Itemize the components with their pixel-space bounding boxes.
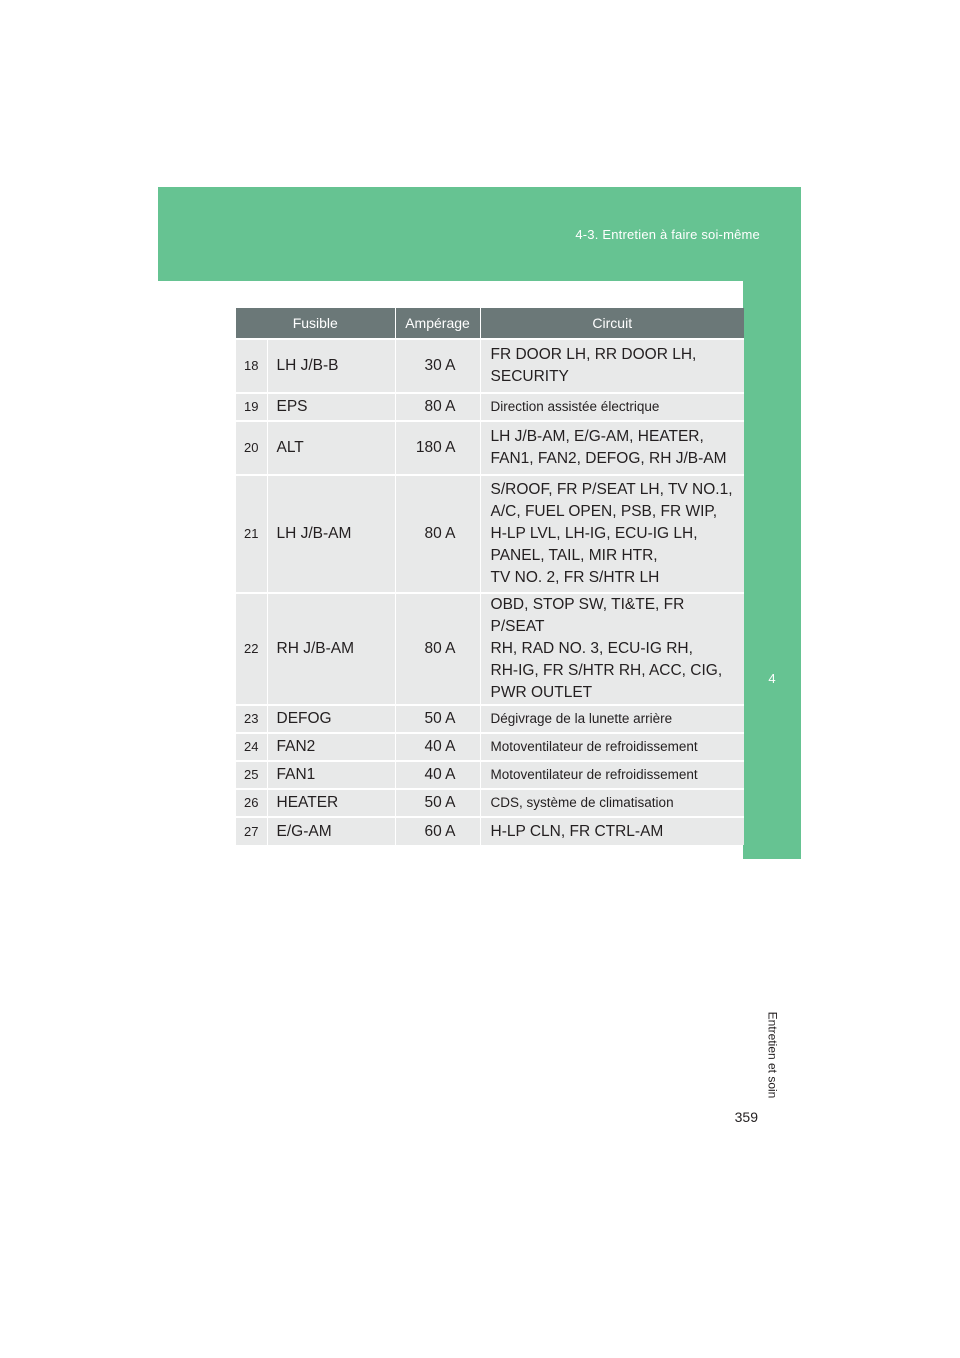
fuse-amperage: 80 A — [395, 475, 480, 593]
fuse-circuit — [480, 339, 744, 393]
table-row — [236, 733, 744, 761]
circuit-line: SECURITY — [490, 368, 569, 385]
fuse-number: 23 — [236, 705, 267, 733]
fuse-number: 19 — [236, 393, 267, 421]
table-header-row — [236, 308, 744, 339]
circuit-line: Motoventilateur de refroidissement — [490, 767, 698, 782]
fuse-number: 22 — [236, 593, 267, 705]
circuit-line: PWR OUTLET — [490, 684, 593, 701]
fuse-number: 18 — [236, 339, 267, 393]
fuse-circuit — [480, 761, 744, 789]
circuit-line: PANEL, TAIL, MIR HTR, — [490, 547, 658, 564]
page-number: 359 — [734, 1109, 758, 1125]
fuse-amperage: 40 A — [395, 733, 480, 761]
table-row — [236, 817, 744, 845]
fuse-circuit — [480, 733, 744, 761]
circuit-line: TV NO. 2, FR S/HTR LH — [490, 569, 660, 586]
circuit-line: S/ROOF, FR P/SEAT LH, TV NO.1, — [490, 481, 733, 498]
fuse-circuit — [480, 393, 744, 421]
fuse-number: 25 — [236, 761, 267, 789]
table-row — [236, 393, 744, 421]
fuse-circuit — [480, 593, 744, 705]
fuse-number: 21 — [236, 475, 267, 593]
fuse-name: HEATER — [267, 789, 395, 817]
fuse-amperage: 30 A — [395, 339, 480, 393]
column-header-circuit: Circuit — [480, 308, 744, 339]
circuit-line: Dégivrage de la lunette arrière — [490, 711, 673, 726]
table-row — [236, 475, 744, 593]
fuse-amperage: 50 A — [395, 789, 480, 817]
fuse-name: RH J/B-AM — [267, 593, 395, 705]
header-band — [158, 187, 801, 281]
fuse-name: FAN1 — [267, 761, 395, 789]
circuit-line: RH, RAD NO. 3, ECU-IG RH, — [490, 640, 693, 657]
circuit-line: CDS, système de climatisation — [490, 795, 674, 810]
fuse-number: 27 — [236, 817, 267, 845]
fuse-amperage: 80 A — [395, 593, 480, 705]
chapter-label: Entretien et soin — [765, 1011, 779, 1099]
chapter-label-wrapper — [743, 1003, 801, 1107]
fuse-table — [236, 308, 744, 845]
fuse-amperage: 40 A — [395, 761, 480, 789]
fuse-name: FAN2 — [267, 733, 395, 761]
fuse-name: E/G-AM — [267, 817, 395, 845]
circuit-line: A/C, FUEL OPEN, PSB, FR WIP, — [490, 503, 718, 520]
circuit-line: H-LP CLN, FR CTRL-AM — [490, 822, 664, 840]
table-row — [236, 421, 744, 475]
fuse-name: EPS — [267, 393, 395, 421]
fuse-circuit — [480, 817, 744, 845]
fuse-circuit — [480, 475, 744, 593]
fuse-number: 26 — [236, 789, 267, 817]
circuit-line: FAN1, FAN2, DEFOG, RH J/B-AM — [490, 450, 727, 467]
column-header-fuse: Fusible — [236, 308, 395, 339]
table-row — [236, 789, 744, 817]
fuse-name: LH J/B-AM — [267, 475, 395, 593]
circuit-line: OBD, STOP SW, TI&TE, FR P/SEAT — [490, 596, 685, 635]
chapter-side-tab — [743, 281, 801, 1099]
table-row — [236, 705, 744, 733]
table-row — [236, 339, 744, 393]
fuse-name: DEFOG — [267, 705, 395, 733]
fuse-circuit — [480, 421, 744, 475]
circuit-line: FR DOOR LH, RR DOOR LH, — [490, 346, 697, 363]
fuse-name: ALT — [267, 421, 395, 475]
circuit-line: RH-IG, FR S/HTR RH, ACC, CIG, — [490, 662, 723, 679]
fuse-amperage: 60 A — [395, 817, 480, 845]
fuse-amperage: 80 A — [395, 393, 480, 421]
fuse-amperage: 180 A — [395, 421, 480, 475]
section-title: 4-3. Entretien à faire soi-même — [575, 227, 760, 242]
circuit-line: LH J/B-AM, E/G-AM, HEATER, — [490, 428, 704, 445]
fuse-amperage: 50 A — [395, 705, 480, 733]
table-row — [236, 761, 744, 789]
fuse-circuit — [480, 789, 744, 817]
fuse-name: LH J/B-B — [267, 339, 395, 393]
circuit-line: Direction assistée électrique — [490, 399, 660, 414]
table-row — [236, 593, 744, 705]
column-header-amperage: Ampérage — [395, 308, 480, 339]
chapter-number: 4 — [768, 671, 776, 686]
fuse-circuit — [480, 705, 744, 733]
fuse-number: 20 — [236, 421, 267, 475]
circuit-line: Motoventilateur de refroidissement — [490, 739, 698, 754]
circuit-line: H-LP LVL, LH-IG, ECU-IG LH, — [490, 525, 698, 542]
fuse-number: 24 — [236, 733, 267, 761]
